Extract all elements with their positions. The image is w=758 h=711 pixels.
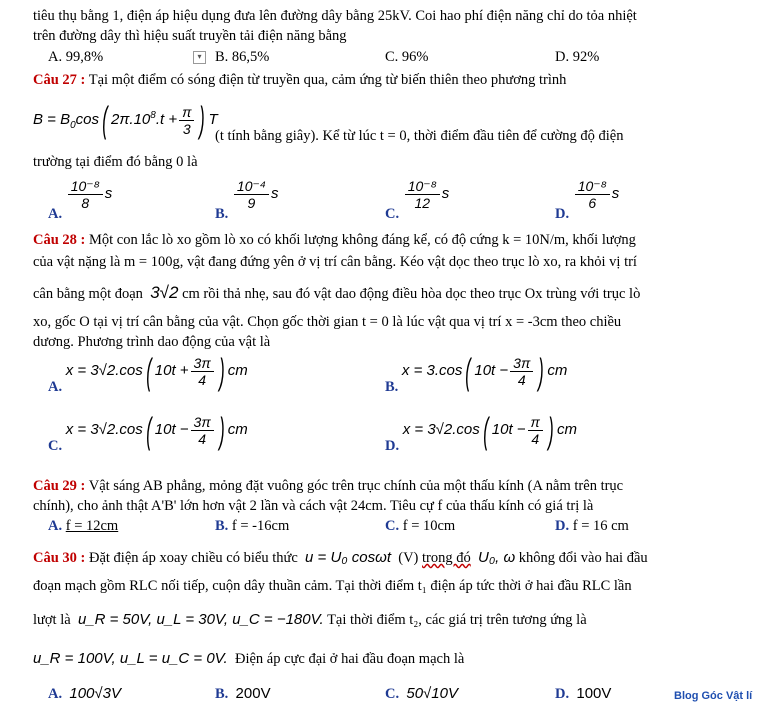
q30-option-d: D. 100V	[555, 685, 612, 702]
intro-line-2: trên đường dây thì hiệu suất truyền tải điện năng bằng	[33, 28, 347, 44]
q30-option-b: B. 200V	[215, 685, 271, 702]
q28-line-5: dương. Phương trình dao động của vật là	[33, 334, 271, 350]
q27-line-1	[33, 71, 566, 89]
q27-option-c: C. $\frac{\text{10⁻⁸}}{12}$ s	[385, 178, 450, 222]
q27-option-b: B. $\frac{\text{10⁻⁴}}{9}$ s	[215, 178, 279, 222]
q27-line-3: trường tại điểm đó bằng 0 là	[33, 154, 198, 170]
q30-line-1: Câu 30 : Đặt điện áp xoay chiều có biểu thức u = U₀ cosωt (V) trong đó U₀, ω không đổi vào hai đầu	[33, 549, 648, 566]
q28-line-2: của vật nặng là m = 100g, vật đang đứng yên ở vị trí cân bằng. Kéo vật dọc theo trục lò xo, ra khỏi vị trí	[33, 254, 637, 270]
intro-option-a: A. 99,8%	[48, 49, 104, 65]
dropdown-icon: ▾	[193, 51, 206, 64]
q30-option-a: A. 100√3V	[48, 685, 121, 702]
q28-option-d: D. x = 3√2.cos( 10t − $\frac{\pi}{4}$ ) cm	[385, 409, 577, 455]
q29-option-b: B. f = -16cm	[215, 518, 290, 534]
blog-watermark: Blog Góc Vật lí	[674, 690, 753, 702]
q28-line-1: Câu 28 : Một con lắc lò xo gồm lò xo có khối lượng không đáng kể, có độ cứng k = 10N/m, khối lượng	[33, 232, 636, 248]
intro-option-c: C. 96%	[385, 49, 429, 65]
q30-line-2: đoạn mạch gồm RLC nối tiếp, cuộn dây thuần cảm. Tại thời điểm t₁ điện áp tức thời ở hai đầu RLC lần	[33, 578, 632, 594]
q27-formula-line	[33, 96, 218, 146]
q27-option-a: A. $\frac{\text{10⁻⁸}}{8}$ s	[48, 178, 113, 222]
q30-line-4: u_R = 100V, u_L = u_C = 0V. Điện áp cực đại ở hai đầu đoạn mạch là	[33, 650, 465, 667]
q28-option-c: C. x = 3√2.cos( 10t − $\frac{3\pi}{4}$ ) cm	[48, 409, 248, 455]
q30-option-c: C. 50√10V	[385, 685, 458, 702]
q29-line-1: Câu 29 : Vật sáng AB phẳng, mỏng đặt vuông góc trên trục chính của một thấu kính (A nằm trên trục	[33, 478, 624, 494]
intro-line-1: tiêu thụ bằng 1, điện áp hiệu dụng đưa lên đường dây bằng 25kV. Coi hao phí điện năng chỉ do tỏa nhiệt	[33, 8, 637, 24]
q29-option-a: A. f = 12cm	[48, 518, 119, 534]
q28-option-b: B. x = 3.cos( 10t − $\frac{3\pi}{4}$ ) cm	[385, 350, 568, 396]
q29-option-c: C. f = 10cm	[385, 518, 456, 534]
q27-after-formula: (t tính bằng giây). Kể từ lúc t = 0, thời điểm đầu tiên để cường độ điện	[215, 128, 624, 144]
q27-formula: $B = B_0\cos$( $2\pi.10^8.t$ + $\frac{\pi}{3}$ ) T	[33, 99, 218, 141]
q29-option-d: D. f = 16 cm	[555, 518, 629, 534]
intro-option-b: B. 86,5%	[215, 49, 270, 65]
q30-line-3: lượt là u_R = 50V, u_L = 30V, u_C = −180V. Tại thời điểm t₂, các giá trị trên tương ứng là	[33, 611, 587, 628]
q28-line-3: cân bằng một đoạn 3√2 cm rồi thả nhẹ, sau đó vật dao động điều hòa dọc theo trục Ox trùng với trục lò	[33, 283, 641, 302]
q27-option-d: D. $\frac{\text{10⁻⁸}}{6}$ s	[555, 178, 620, 222]
intro-option-d: D. 92%	[555, 49, 600, 65]
q27-text: Tại một điểm có sóng điện từ truyền qua, cảm ứng từ biến thiên theo phương trình	[85, 72, 567, 88]
q28-line-4: xo, gốc O tại vị trí cân bằng của vật. Chọn gốc thời gian t = 0 là lúc vật qua vị trí x = -3cm theo chiều	[33, 314, 622, 330]
q28-option-a: A. x = 3√2.cos( 10t + $\frac{3\pi}{4}$ ) cm	[48, 350, 248, 396]
q27-label: Câu 27 :	[33, 72, 86, 88]
q29-line-2: chính), cho ảnh thật A'B' lớn hơn vật 2 lần và cách vật 24cm. Tiêu cự f của thấu kính có giá trị là	[33, 498, 594, 514]
